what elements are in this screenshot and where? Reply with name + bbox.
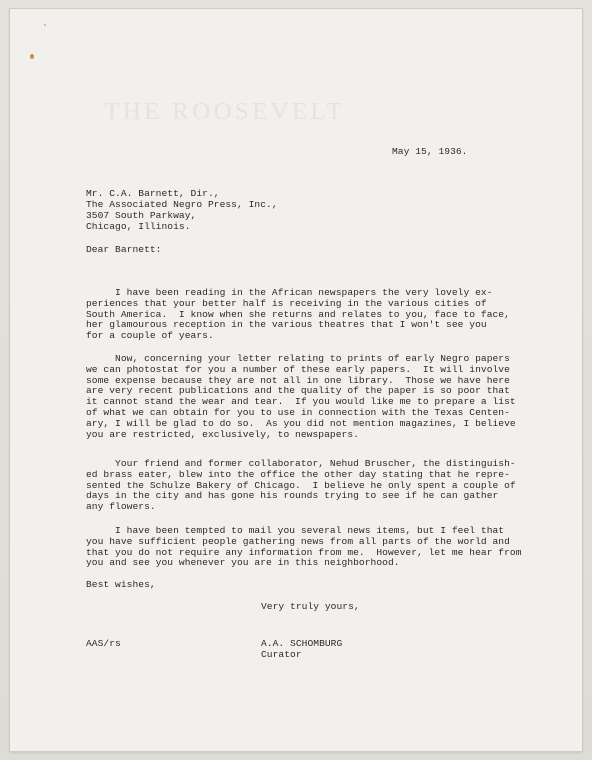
paragraph-line: for a couple of years. xyxy=(86,330,214,342)
paragraph-3 xyxy=(86,459,526,513)
paragraph-line: you and see you whenever you are in this neighborhood. xyxy=(86,557,400,569)
letter-body xyxy=(10,9,582,751)
paragraph-line: South America. I know when she returns and relates to you, face to face, xyxy=(86,308,510,320)
valediction: Very truly yours, xyxy=(261,601,360,612)
typist-initials: AAS/rs xyxy=(86,638,121,649)
paragraph-1 xyxy=(86,288,526,342)
letter-sheet xyxy=(10,9,582,751)
paragraph-line: that you do not require any information from me. However, let me hear from xyxy=(86,546,522,558)
paragraph-line: I have been reading in the African newspapers the very lovely ex- xyxy=(86,287,493,298)
paragraph-line: of what we can obtain for you to use in connection with the Texas Centen- xyxy=(86,406,510,418)
paragraph-2 xyxy=(86,354,526,440)
paragraph-line: Your friend and former collaborator, Nehud Bruscher, the distinguish- xyxy=(86,458,516,469)
paragraph-line: periences that your better half is receiving in the various cities of xyxy=(86,297,487,309)
paragraph-line: you are restricted, exclusively, to newspapers. xyxy=(86,428,359,440)
closing: Best wishes, xyxy=(86,579,156,590)
paragraph-line: Now, concerning your letter relating to prints of early Negro papers xyxy=(86,353,510,364)
paragraph-line: days in the city and has gone his rounds trying to see if he can gather xyxy=(86,490,499,502)
paragraph-line: it cannot stand the wear and tear. If you would like me to prepare a list xyxy=(86,396,516,408)
signature-title: Curator xyxy=(261,649,302,660)
letterhead-watermark: THE ROOSEVELT xyxy=(104,99,346,125)
recipient-line: The Associated Negro Press, Inc., xyxy=(86,199,278,210)
recipient-line: Mr. C.A. Barnett, Dir., xyxy=(86,188,220,199)
recipient-line: Chicago, Illinois. xyxy=(86,221,191,232)
paragraph-line: some expense because they are not all in one library. Those we have here xyxy=(86,374,510,386)
letter-date: May 15, 1936. xyxy=(392,146,468,157)
paper-stain xyxy=(30,54,34,59)
paragraph-line: any flowers. xyxy=(86,501,156,513)
paragraph-line: ed brass eater, blew into the office the other day stating that he repre- xyxy=(86,468,510,480)
paragraph-line: are very recent publications and the quality of the paper is so poor that xyxy=(86,385,510,397)
paragraph-line: you have sufficient people gathering news from all parts of the world and xyxy=(86,535,510,547)
paragraph-line: sented the Schulze Bakery of Chicago. I believe he only spent a couple of xyxy=(86,479,516,491)
paragraph-line: we can photostat for you a number of these early papers. It will involve xyxy=(86,363,510,375)
paragraph-line: her glamourous reception in the various theatres that I won't see you xyxy=(86,319,487,331)
paragraph-line: ary, I will be glad to do so. As you did not mention magazines, I believe xyxy=(86,417,516,429)
paragraph-line: I have been tempted to mail you several news items, but I feel that xyxy=(86,525,505,536)
signature-name: A.A. SCHOMBURG xyxy=(261,638,343,649)
salutation: Dear Barnett: xyxy=(86,244,162,255)
paper-stain xyxy=(44,24,46,26)
paragraph-4 xyxy=(86,526,526,569)
recipient-line: 3507 South Parkway, xyxy=(86,210,197,221)
